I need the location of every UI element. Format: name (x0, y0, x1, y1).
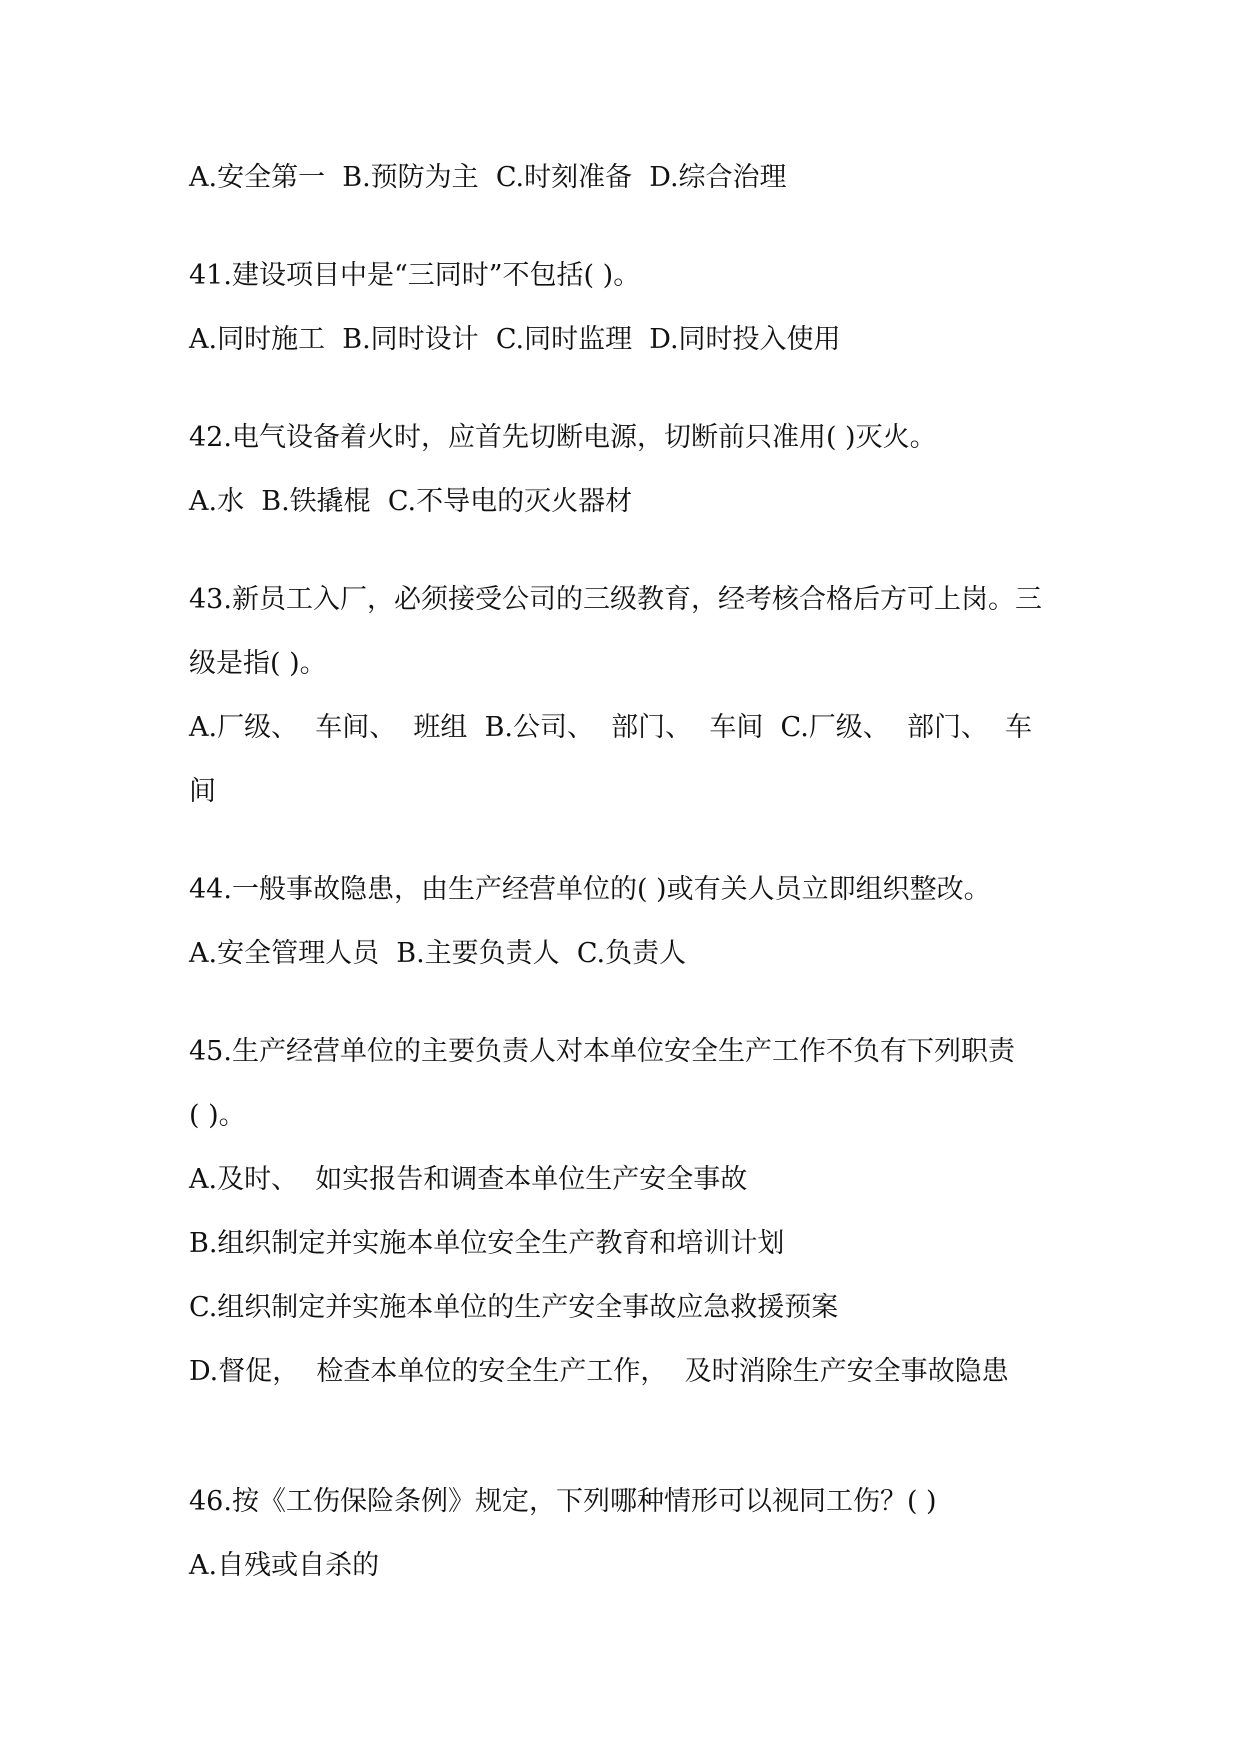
q44-question: 44.一般事故隐患，由生产经营单位的( )或有关人员立即组织整改。 (189, 874, 991, 905)
q43-options-line2: 间 (189, 776, 216, 807)
q43-question-line2: 级是指( )。 (189, 648, 327, 679)
q40-options: A.安全第一 B.预防为主 C.时刻准备 D.综合治理 (189, 162, 787, 193)
q45-question-line1: 45.生产经营单位的主要负责人对本单位安全生产工作不负有下列职责 (189, 1036, 1015, 1067)
q41-options: A.同时施工 B.同时设计 C.同时监理 D.同时投入使用 (189, 324, 841, 355)
q42-question: 42.电气设备着火时，应首先切断电源，切断前只准用( )灭火。 (189, 422, 937, 453)
q45-question-line2: ( )。 (189, 1100, 246, 1131)
q45-option-b: B.组织制定并实施本单位安全生产教育和培训计划 (189, 1228, 785, 1259)
q42-options: A.水 B.铁撬棍 C.不导电的灭火器材 (189, 486, 633, 517)
q43-options-line1: A.厂级、 车间、 班组 B.公司、 部门、 车间 C.厂级、 部门、 车 (189, 712, 1033, 743)
q45-option-c: C.组织制定并实施本单位的生产安全事故应急救援预案 (189, 1292, 839, 1323)
q45-option-d: D.督促， 检查本单位的安全生产工作， 及时消除生产安全事故隐患 (189, 1356, 1009, 1387)
q41-question: 41.建设项目中是“三同时”不包括( )。 (189, 260, 641, 291)
q45-option-a: A.及时、 如实报告和调查本单位生产安全事故 (189, 1164, 748, 1195)
q46-option-a: A.自残或自杀的 (189, 1550, 380, 1581)
q46-question: 46.按《工伤保险条例》规定，下列哪种情形可以视同工伤？( ) (189, 1486, 937, 1517)
q43-question-line1: 43.新员工入厂，必须接受公司的三级教育，经考核合格后方可上岗。三 (189, 584, 1042, 615)
q44-options: A.安全管理人员 B.主要负责人 C.负责人 (189, 938, 687, 969)
